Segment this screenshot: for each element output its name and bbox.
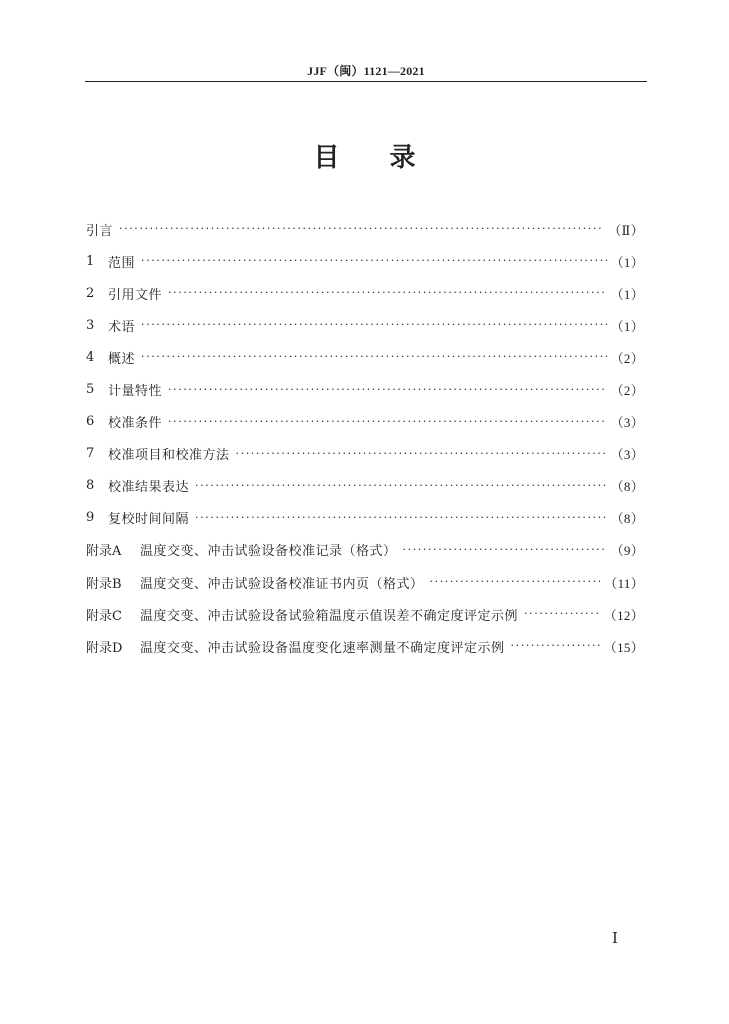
title-char-1: 目: [313, 143, 340, 173]
document-header-code: JJF（闽）1121—2021: [307, 64, 425, 78]
toc-entry-number: 1: [86, 253, 95, 269]
toc-entry-page: （11）: [604, 575, 644, 591]
toc-entry-number: 8: [86, 478, 95, 494]
toc-leader-dots: [141, 318, 607, 332]
toc-entry-number: 7: [86, 446, 95, 462]
toc-entry-appendix-c[interactable]: [86, 598, 644, 630]
toc-entry-page: （2）: [610, 383, 644, 399]
toc-entry-appendix-b[interactable]: [86, 566, 644, 598]
toc-entry-title: 校准结果表达: [108, 480, 190, 496]
toc-entry-4[interactable]: [86, 341, 644, 373]
title-char-2: 录: [389, 143, 416, 173]
toc-entry-title: 复校时间间隔: [108, 512, 190, 528]
toc-entry-title: 引言: [86, 223, 114, 239]
header-rule: [85, 81, 647, 82]
toc-entry-title: 校准项目和校准方法: [108, 448, 230, 464]
toc-leader-dots: [168, 415, 607, 429]
toc-entry-page: （2）: [610, 350, 644, 366]
toc-entry-title: 温度交变、冲击试验设备温度变化速率测量不确定度评定示例: [140, 640, 505, 656]
toc-entry-number: 6: [86, 414, 95, 430]
toc-entry-appendix-d[interactable]: [86, 630, 644, 662]
toc-entry-title: 校准条件: [108, 416, 163, 432]
toc-entry-page: （12）: [603, 607, 644, 623]
toc-entry-number: 9: [86, 510, 95, 526]
toc-entry-9[interactable]: [86, 502, 644, 534]
toc-leader-dots: [403, 543, 607, 557]
toc-entry-page: （3）: [610, 447, 644, 463]
toc-entry-page: （1）: [610, 286, 644, 302]
toc-entry-7[interactable]: [86, 438, 644, 470]
toc-entry-page: （Ⅱ）: [608, 222, 644, 238]
toc-leader-dots: [511, 639, 600, 653]
toc-entry-page: （8）: [610, 511, 644, 527]
page-title: [0, 141, 729, 175]
toc-entry-title: 计量特性: [108, 384, 163, 400]
toc-entry-title: 概述: [108, 351, 136, 367]
toc-entry-intro[interactable]: [86, 213, 644, 245]
toc-leader-dots: [168, 383, 607, 397]
toc-entry-8[interactable]: [86, 470, 644, 502]
toc-entry-page: （15）: [603, 639, 644, 655]
toc-leader-dots: [524, 607, 600, 621]
toc-entry-title: 温度交变、冲击试验设备试验箱温度示值误差不确定度评定示例: [140, 608, 519, 624]
toc-leader-dots: [168, 286, 607, 300]
toc-entry-6[interactable]: [86, 406, 644, 438]
toc-leader-dots: [141, 350, 607, 364]
toc-entry-number: 5: [86, 382, 95, 398]
toc-entry-appendix-a[interactable]: [86, 534, 644, 566]
toc-entry-3[interactable]: [86, 309, 644, 341]
toc-leader-dots: [195, 479, 607, 493]
toc-entry-title: 温度交变、冲击试验设备校准记录（格式）: [140, 544, 397, 560]
page-number: Ⅰ: [612, 931, 618, 947]
toc-entry-title: 温度交变、冲击试验设备校准证书内页（格式）: [140, 576, 424, 592]
toc-entry-page: （9）: [610, 543, 644, 559]
toc-entry-number: 3: [86, 317, 95, 333]
toc-leader-dots: [236, 447, 607, 461]
toc-entry-title: 范围: [108, 255, 136, 271]
toc-entry-number: 附录D: [86, 640, 123, 656]
toc-entry-5[interactable]: [86, 373, 644, 405]
toc-entry-2[interactable]: [86, 277, 644, 309]
toc-leader-dots: [430, 575, 601, 589]
toc-entry-number: 2: [86, 285, 95, 301]
toc-entry-title: 术语: [108, 319, 136, 335]
toc-entry-page: （1）: [610, 318, 644, 334]
toc-entry-number: 4: [86, 349, 95, 365]
toc-leader-dots: [195, 511, 607, 525]
toc-entry-number: 附录B: [86, 576, 122, 592]
toc-leader-dots: [119, 222, 604, 236]
table-of-contents: [86, 213, 644, 662]
toc-entry-page: （8）: [610, 479, 644, 495]
toc-entry-page: （1）: [610, 254, 644, 270]
toc-entry-number: 附录A: [86, 544, 122, 560]
toc-entry-1[interactable]: [86, 245, 644, 277]
toc-entry-page: （3）: [610, 415, 644, 431]
toc-entry-title: 引用文件: [108, 287, 163, 303]
toc-leader-dots: [141, 254, 607, 268]
toc-entry-number: 附录C: [86, 608, 122, 624]
